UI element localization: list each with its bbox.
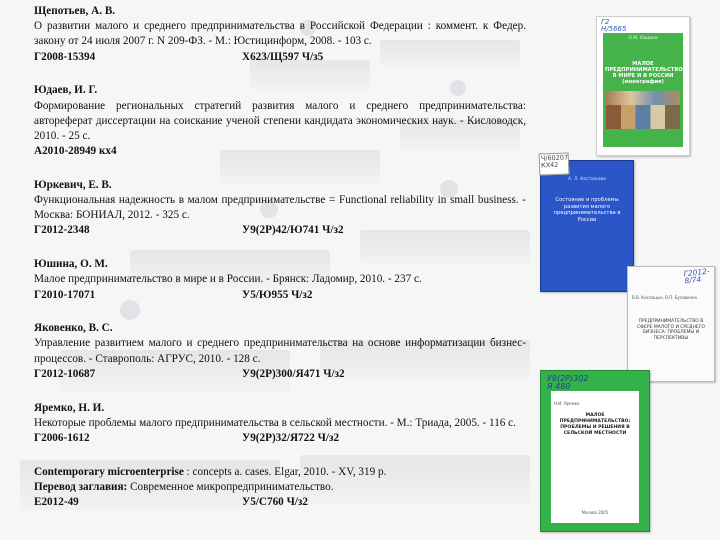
entry-codes	[34, 288, 526, 303]
book-cover-yushina	[596, 16, 690, 156]
entry-shelf-mark: У5/Ю955 Ч/з2	[242, 288, 313, 301]
cover-author: О.М. Юшина	[628, 36, 658, 41]
entry-title-rest: : concepts a. cases. Elgar, 2010. - XV, 319 p.	[183, 465, 387, 478]
entry-4	[34, 321, 526, 382]
entry-call-number: Е2012-49	[34, 496, 79, 509]
entry-description: О развитии малого и среднего предпринимательства в Российской Федерации : коммент. к Федер. закону от 24 июля 2007 г. N 209-ФЗ. - М.: Юстицинформ, 2008. - 103 с.	[34, 20, 526, 48]
entry-call-number: Г2012-2348	[34, 224, 90, 237]
entry-author: Юшина, О. М.	[34, 258, 108, 271]
cover-title: МАЛОЕ ПРЕДПРИНИМАТЕЛЬСТВО: ПРОБЛЕМЫ И РЕШЕНИЯ В СЕЛЬСКОЙ МЕСТНОСТИ	[559, 413, 631, 436]
entry-0	[34, 4, 526, 65]
entry-codes	[34, 144, 526, 159]
entry-description: Управление развитием малого и среднего предпринимательства на основе информатизации бизнес-процессов. - Ставрополь: АГРУС, 2010. - 128 с.	[34, 337, 526, 365]
entry-codes	[34, 367, 526, 382]
entry-codes	[34, 495, 526, 510]
entry-author: Щепотьев, А. В.	[34, 5, 116, 17]
cover-author: Н.И. Яремко	[554, 401, 580, 406]
cover-panel	[551, 391, 639, 523]
entry-3	[34, 257, 526, 303]
entry-call-number: А2010-28949 кх4	[34, 145, 117, 158]
entry-description: Функциональная надежность в малом предпринимательстве = Functional reliability in small business. - Москва: БОНИАЛ, 2012. - 325 с.	[34, 194, 526, 222]
entry-shelf-mark: Х623/Щ597 Ч/з5	[242, 50, 324, 63]
entry-call-number: Г2012-10687	[34, 367, 96, 380]
cover-background	[603, 33, 683, 147]
entry-codes	[34, 50, 526, 65]
entry-5	[34, 401, 526, 447]
bibliography-list	[34, 4, 526, 510]
entry-codes	[34, 223, 526, 238]
entry-call-number: Г2006-1612	[34, 431, 90, 444]
entry-call-number: Г2008-15394	[34, 50, 96, 63]
book-cover-kislitsyn	[627, 266, 715, 382]
entry-description: Малое предпринимательство в мире и в России. - Брянск: Ладомир, 2010. - 237 с.	[34, 273, 422, 286]
entry-shelf-mark: У9(2Р)32/Я722 Ч/з2	[242, 431, 340, 444]
translation-label: Перевод заглавия:	[34, 480, 128, 493]
cover-title: Состояние и проблемы развития малого предпринимательства в России	[553, 197, 621, 223]
cover-photo	[606, 91, 680, 129]
cover-title: ПРЕДПРИНИМАТЕЛЬСТВО В СФЕРЕ МАЛОГО И СРЕДНЕГО БИЗНЕСА: ПРОБЛЕМЫ И ПЕРСПЕКТИВЫ	[637, 319, 705, 341]
entry-author: Юдаев, И. Г.	[34, 84, 98, 97]
book-cover-yaremko	[540, 370, 650, 532]
cover-stamp: У9(2Р)302 Я 480	[547, 374, 589, 391]
entry-1	[34, 83, 526, 159]
entry-description: Формирование региональных стратегий развития малого и среднего предпринимательства: автореферат диссертации на соискание ученой степени кандидата экономических наук. - Кисловодск, 2010. - 25 с.	[34, 99, 526, 142]
translation-text: Современное микропредпринимательство.	[127, 480, 334, 493]
entry-author: Яремко, Н. И.	[34, 401, 105, 414]
entry-2	[34, 178, 526, 239]
entry-shelf-mark: У9(2Р)42/Ю741 Ч/з2	[242, 224, 344, 237]
cover-author: А. Л. Костюкова	[568, 177, 606, 182]
entry-title-line	[34, 465, 526, 480]
cover-city: Москва 2005	[581, 510, 609, 515]
cover-sticker: Ч/60207 КХ42	[539, 152, 570, 175]
entry-description: Некоторые проблемы малого предпринимательства в сельской местности. - М.: Триада, 2005. - 116 с.	[34, 416, 516, 429]
entry-shelf-mark: У9(2Р)300/Я471 Ч/з2	[242, 367, 345, 380]
book-cover-kostyukova	[540, 153, 634, 292]
entry-codes	[34, 431, 526, 446]
cover-stamp: Г2012- 8/74	[683, 266, 711, 286]
entry-author: Яковенко, В. С.	[34, 322, 113, 335]
entry-translation-line	[34, 480, 526, 495]
cover-title: МАЛОЕ ПРЕДПРИНИМАТЕЛЬСТВО В МИРЕ И В РОССИИ (монография)	[605, 61, 683, 85]
cover-author: В.В. Кислицын, В.П. Булавенко	[632, 295, 698, 300]
entry-shelf-mark: У5/С760 Ч/з2	[242, 496, 308, 509]
entry-title: Contemporary microenterprise	[34, 465, 184, 478]
entry-6	[34, 465, 526, 511]
cover-stamp: Г2 Н/5665	[601, 18, 627, 33]
entry-call-number: Г2010-17071	[34, 288, 96, 301]
entry-author: Юркевич, Е. В.	[34, 178, 112, 191]
